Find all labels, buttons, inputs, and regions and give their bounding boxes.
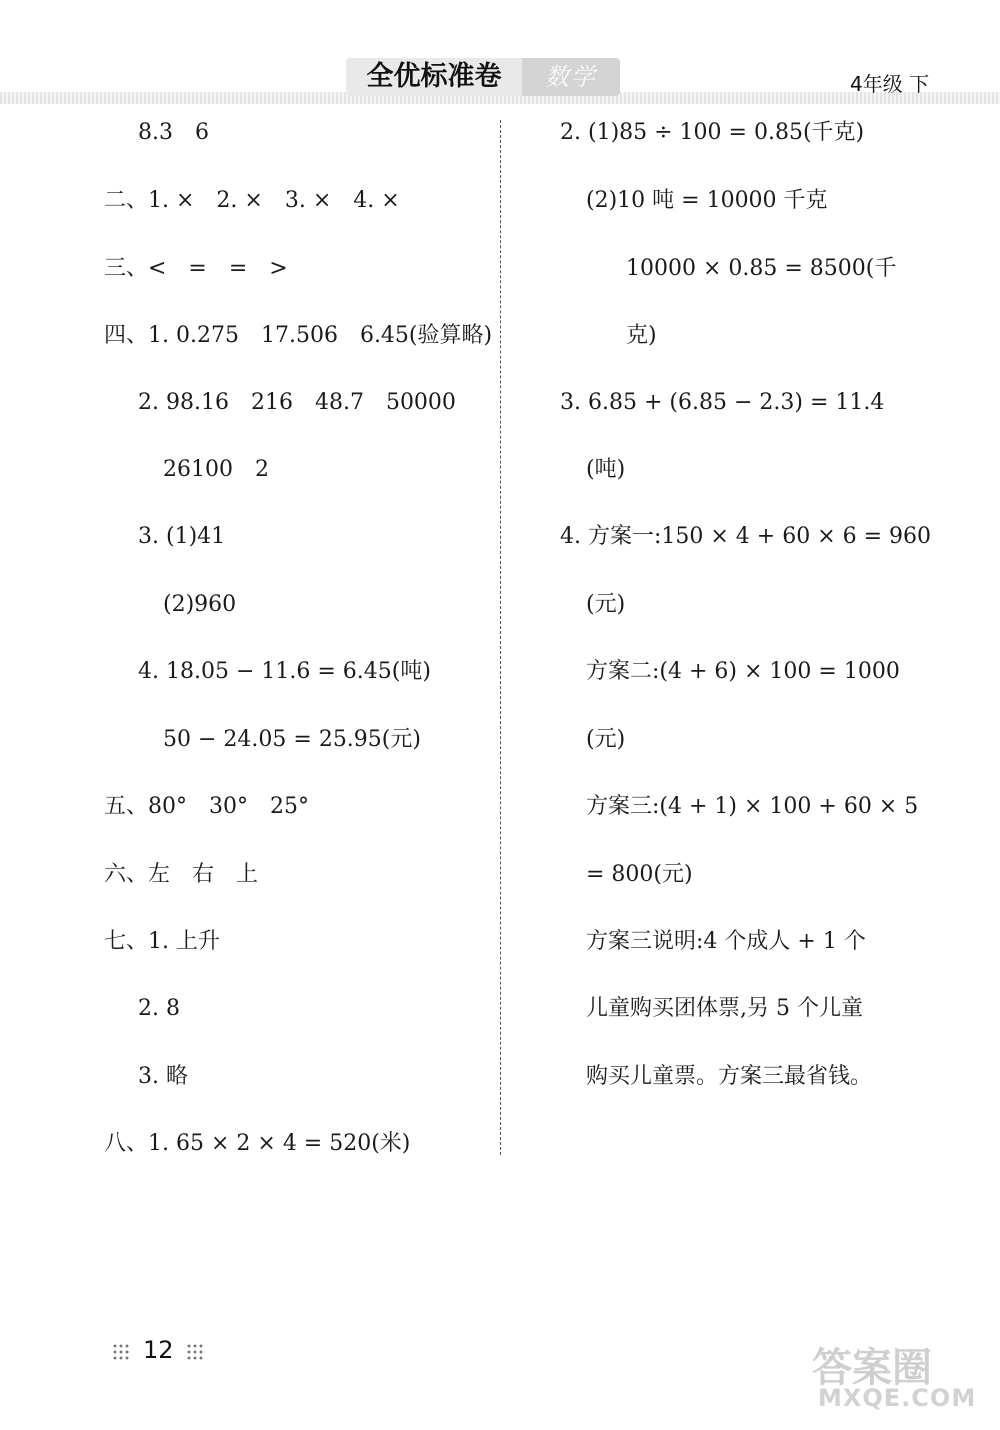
answer-line: (元) (586, 727, 626, 752)
grade-label: 4年级 下 (850, 72, 930, 96)
answer-line: 26100 2 (163, 457, 269, 482)
answer-line: 50 − 24.05 = 25.95(元) (163, 727, 421, 752)
decorative-dots-icon (186, 1343, 204, 1361)
answer-line: 3. 略 (138, 1064, 188, 1089)
page-number: 12 (143, 1336, 174, 1364)
answer-line: 10000 × 0.85 = 8500(千 (626, 256, 897, 281)
series-title: 全优标准卷 (346, 58, 522, 96)
answer-line: 七、1. 上升 (104, 929, 220, 954)
answer-line: 方案二:(4 + 6) × 100 = 1000 (586, 659, 900, 684)
answer-line: 3. (1)41 (138, 524, 226, 549)
answer-line: 2. 98.16 216 48.7 50000 (138, 390, 456, 415)
answer-line: 方案三:(4 + 1) × 100 + 60 × 5 (586, 794, 919, 819)
answer-line: 三、< = = > (104, 256, 288, 281)
watermark-url: MXQE.COM (818, 1384, 977, 1412)
answer-line: 五、80° 30° 25° (104, 794, 309, 819)
answer-line: 八、1. 65 × 2 × 4 = 520(米) (104, 1131, 411, 1156)
answer-line: 2. 8 (138, 996, 180, 1021)
answer-line: 8.3 6 (138, 120, 209, 145)
subject-tab: 数学 (522, 58, 620, 96)
decorative-dots-icon (112, 1343, 130, 1361)
answer-line: 二、1. × 2. × 3. × 4. × (104, 188, 400, 213)
answer-line: 方案三说明:4 个成人 + 1 个 (586, 929, 866, 954)
answer-line: (2)10 吨 = 10000 千克 (586, 188, 828, 213)
answer-line: (吨) (586, 457, 626, 482)
answer-line: 购买儿童票。方案三最省钱。 (586, 1064, 873, 1089)
answer-line: 儿童购买团体票,另 5 个儿童 (586, 996, 863, 1021)
answer-line: 克) (626, 323, 657, 348)
answer-line: 3. 6.85 + (6.85 − 2.3) = 11.4 (560, 390, 885, 415)
answer-line: (元) (586, 592, 626, 617)
answer-line: 4. 18.05 − 11.6 = 6.45(吨) (138, 659, 431, 684)
column-divider (500, 120, 501, 1155)
answer-line: 4. 方案一:150 × 4 + 60 × 6 = 960 (560, 524, 932, 549)
answer-line: 四、1. 0.275 17.506 6.45(验算略) (104, 323, 493, 348)
answer-line: (2)960 (163, 592, 237, 617)
watermark-logo: 答案圈 (812, 1345, 932, 1391)
answer-line: = 800(元) (586, 862, 693, 887)
answer-line: 2. (1)85 ÷ 100 = 0.85(千克) (560, 120, 865, 145)
answer-line: 六、左 右 上 (104, 862, 259, 887)
